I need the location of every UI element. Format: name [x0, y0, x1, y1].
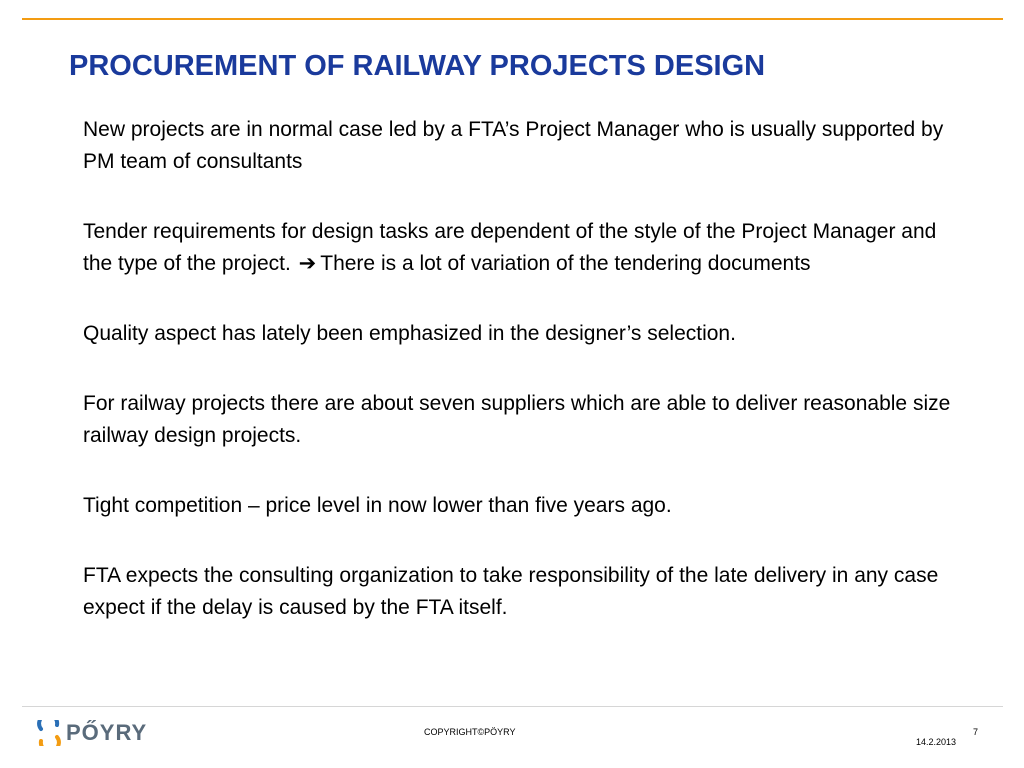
paragraph-2	[83, 216, 963, 280]
slide-body	[83, 114, 963, 662]
paragraph-4: For railway projects there are about seven suppliers which are able to deliver reasonable size railway design projects.	[83, 392, 951, 447]
poyry-logo-mark-icon	[37, 720, 61, 746]
paragraph-3: Quality aspect has lately been emphasized in the designer’s selection.	[83, 322, 736, 345]
slide-date: 14.2.2013	[916, 737, 957, 747]
poyry-logo	[37, 718, 147, 748]
paragraph-6: FTA expects the consulting organization to take responsibility of the late delivery in any case expect if the delay is caused by the FTA itself.	[83, 564, 939, 619]
slide-title: PROCUREMENT OF RAILWAY PROJECTS DESIGN	[69, 50, 766, 82]
footer-rule	[22, 706, 1003, 707]
top-accent-rule	[22, 18, 1003, 20]
paragraph-1: New projects are in normal case led by a FTA’s Project Manager who is usually supported by PM team of consultants	[83, 118, 944, 173]
paragraph-2-text-before: Tender requirements for design tasks are dependent of the style of the Project Manager and the type of the project.	[83, 220, 937, 275]
copyright-text: COPYRIGHT©PÖYRY	[424, 727, 516, 737]
paragraph-5: Tight competition – price level in now lower than five years ago.	[83, 494, 672, 517]
paragraph-2-text-after: There is a lot of variation of the tendering documents	[320, 252, 811, 275]
right-arrow-icon: ➔	[298, 252, 317, 275]
page-number: 7	[973, 727, 979, 737]
poyry-logo-wordmark: PŐYRY	[66, 720, 148, 745]
